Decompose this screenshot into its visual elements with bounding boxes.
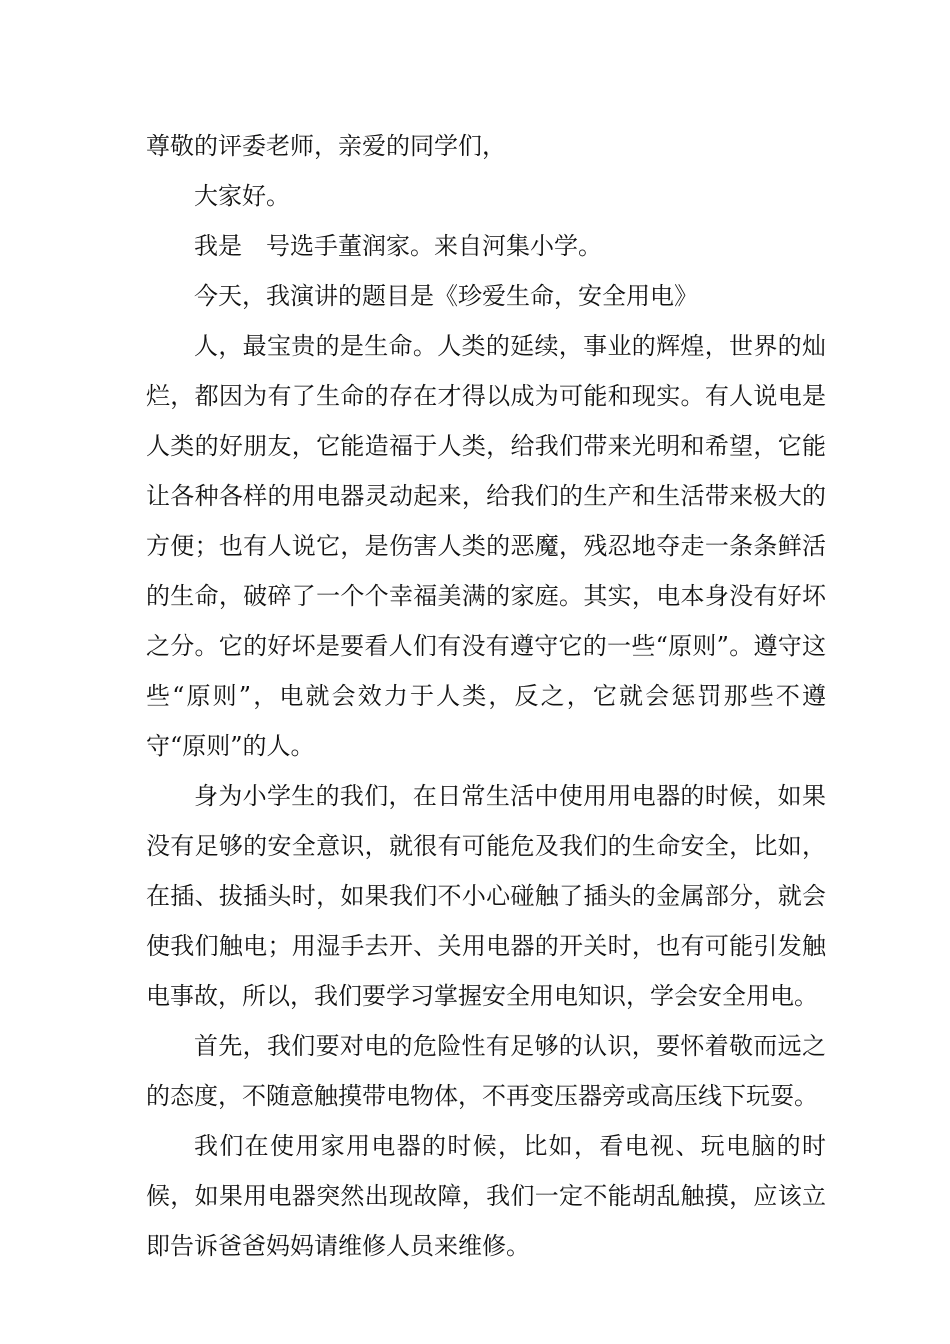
speech-text xyxy=(146,121,826,1271)
introduction-paragraph: 我是 号选手董润家。来自河集小学。 xyxy=(194,232,602,260)
body-paragraph: 我们在使用家用电器的时候，比如，看电视、玩电脑的时候，如果用电器突然出现故障，我们一定不能胡乱触摸，应该立即告诉爸爸妈妈请维修人员来维修。 xyxy=(146,1132,826,1260)
greeting-paragraph: 大家好。 xyxy=(194,182,290,210)
body-paragraph: 人，最宝贵的是生命。人类的延续，事业的辉煌，世界的灿烂，都因为有了生命的存在才得以成为可能和现实。有人说电是人类的好朋友，它能造福于人类，给我们带来光明和希望，它能让各种各样的用电器灵动起来，给我们的生产和生活带来极大的方便；也有人说它，是伤害人类的恶魔，残忍地夺走一条条鲜活的生命，破碎了一个个幸福美满的家庭。其实，电本身没有好坏之分。它的好坏是要看人们有没有遵守它的一些“原则”。遵守这些“原则”，电就会效力于人类，反之，它就会惩罚那些不遵守“原则”的人。 xyxy=(146,332,826,760)
body-paragraph: 身为小学生的我们，在日常生活中使用用电器的时候，如果没有足够的安全意识，就很有可能危及我们的生命安全，比如，在插、拔插头时，如果我们不小心碰触了插头的金属部分，就会使我们触电；用湿手去开、关用电器的开关时，也有可能引发触电事故，所以，我们要学习掌握安全用电知识，学会安全用电。 xyxy=(146,782,826,1010)
body-paragraph: 首先，我们要对电的危险性有足够的认识，要怀着敬而远之的态度，不随意触摸带电物体，不再变压器旁或高压线下玩耍。 xyxy=(146,1032,826,1110)
topic-paragraph: 今天，我演讲的题目是《珍爱生命，安全用电》 xyxy=(194,282,698,310)
salutation-paragraph: 尊敬的评委老师，亲爱的同学们， xyxy=(146,132,506,160)
